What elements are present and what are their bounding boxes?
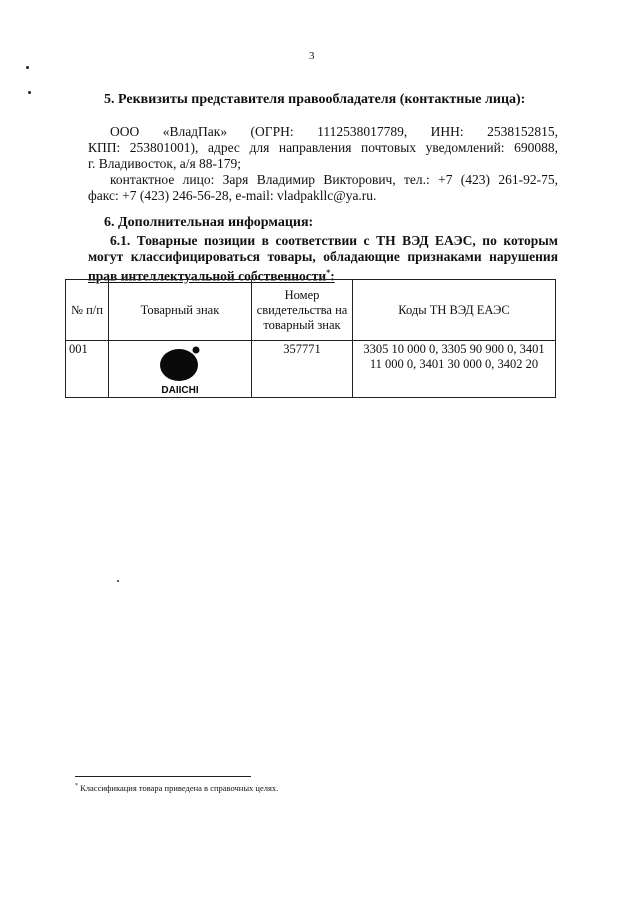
cell-certificate: 357771 bbox=[252, 341, 353, 398]
rightholder-line-1: ООО «ВладПак» (ОГРН: 1112538017789, ИНН: 2538152815, bbox=[110, 124, 558, 139]
section6-1-colon: : bbox=[330, 268, 335, 284]
section5-body bbox=[88, 124, 558, 204]
cell-codes: 3305 10 000 0, 3305 90 900 0, 3401 11 000 0, 3401 30 000 0, 3402 20 bbox=[353, 341, 556, 398]
section6-1-line-2: могут классифицироваться товары, обладающие признаками нарушения bbox=[88, 249, 558, 264]
footnote bbox=[75, 783, 278, 793]
section5-heading: 5. Реквизиты представителя правообладателя (контактные лица): bbox=[104, 92, 526, 107]
section6-1-line-1: 6.1. Товарные позиции в соответствии с ТН ВЭД ЕАЭС, по которым bbox=[110, 233, 558, 248]
section6-1-body bbox=[88, 233, 558, 285]
contact-line-2: факс: +7 (423) 246-56-28, e-mail: vladpakllc@ya.ru. bbox=[88, 188, 377, 203]
footnote-separator bbox=[75, 776, 251, 777]
page-number: 3 bbox=[309, 50, 315, 62]
table-header-row bbox=[66, 280, 556, 341]
scan-speck bbox=[26, 66, 29, 69]
daiichi-logo bbox=[145, 344, 215, 396]
section6-heading: 6. Дополнительная информация: bbox=[104, 215, 314, 230]
section6-1-line-3-text: прав интеллектуальной собственности bbox=[88, 268, 327, 284]
header-trademark: Товарный знак bbox=[109, 280, 252, 341]
cell-trademark bbox=[109, 341, 252, 398]
scan-speck bbox=[28, 91, 31, 94]
table-row bbox=[66, 341, 556, 398]
footnote-ref: * bbox=[326, 268, 331, 277]
daiichi-logo-icon bbox=[145, 344, 215, 396]
contact-line-1: контактное лицо: Заря Владимир Викторович, тел.: +7 (423) 261-92-75, bbox=[110, 172, 558, 187]
trademark-table bbox=[65, 279, 556, 398]
footnote-marker: * bbox=[75, 783, 78, 790]
cell-num: 001 bbox=[66, 341, 109, 398]
scan-speck bbox=[117, 580, 119, 582]
header-codes: Коды ТН ВЭД ЕАЭС bbox=[353, 280, 556, 341]
rightholder-line-3: г. Владивосток, а/я 88-179; bbox=[88, 156, 242, 171]
rightholder-line-2: КПП: 253801001), адрес для направления почтовых уведомлений: 690088, bbox=[88, 140, 558, 155]
footnote-text: Классификация товара приведена в справочных целях. bbox=[80, 783, 279, 793]
header-certificate: Номер свидетельства на товарный знак bbox=[252, 280, 353, 341]
logo-text: DAIICHI bbox=[161, 385, 199, 396]
header-num: № п/п bbox=[66, 280, 109, 341]
